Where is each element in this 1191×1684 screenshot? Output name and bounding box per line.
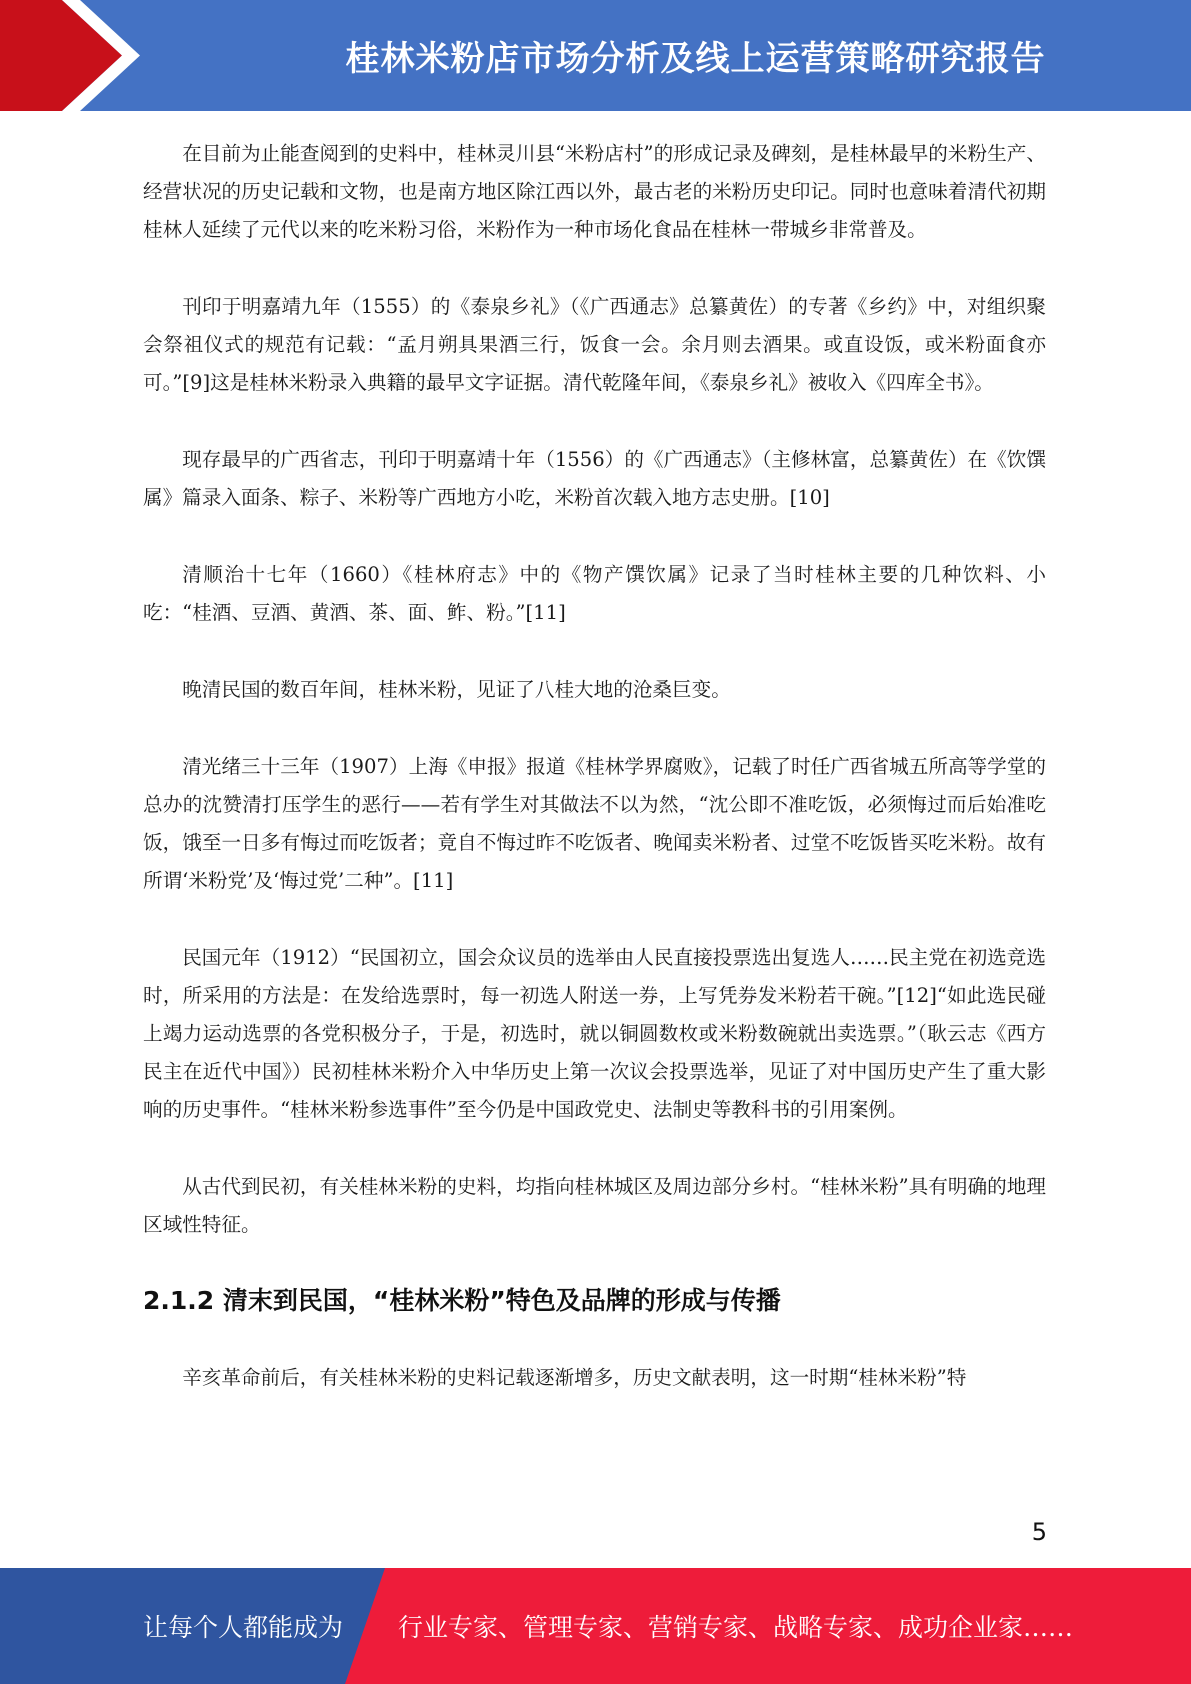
report-title: 桂林米粉店市场分析及线上运营策略研究报告 [345,39,1046,79]
page-footer [0,1568,1191,1684]
document-body [143,135,1046,1436]
paragraph: 晚清民国的数百年间，桂林米粉，见证了八桂大地的沧桑巨变。 [182,678,731,701]
paragraph: 从古代到民初，有关桂林米粉的史料，均指向桂林城区及周边部分乡村。“桂林米粉”具有明确的地理区域性特征。 [143,1175,1046,1236]
paragraph: 辛亥革命前后，有关桂林米粉的史料记载逐渐增多，历史文献表明，这一时期“桂林米粉”特 [182,1366,967,1389]
paragraph: 民国元年（1912）“民国初立，国会众议员的选举由人民直接投票选出复选人……民主党在初选竞选时，所采用的方法是：在发给选票时，每一初选人附送一券，上写凭券发米粉若干碗。”[12]“如此选民碰上竭力运动选票的各党积极分子，于是，初选时，就以铜圆数枚或米粉数碗就出卖选票。”（耿云志《西方民主在近代中国》）民初桂林米粉介入中华历史上第一次议会投票选举，见证了对中国历史产生了重大影响的历史事件。“桂林米粉参选事件”至今仍是中国政党史、法制史等教科书的引用案例。 [143,946,1046,1121]
paragraph: 清光绪三十三年（1907）上海《申报》报道《桂林学界腐败》，记载了时任广西省城五所高等学堂的总办的沈赞清打压学生的恶行——若有学生对其做法不以为然，“沈公即不准吃饭，必须悔过而后始准吃饭，饿至一日多有悔过而吃饭者；竟自不悔过昨不吃饭者、晚闻卖米粉者、过堂不吃饭皆买吃米粉。故有所谓‘米粉党’及‘悔过党’二种”。[11] [143,755,1046,892]
footer-slogan-right: 行业专家、管理专家、营销专家、战略专家、成功企业家…… [398,1613,1074,1642]
header-chevron-decoration [0,0,170,111]
paragraph: 清顺治十七年（1660）《桂林府志》中的《物产馔饮属》记录了当时桂林主要的几种饮料、小吃：“桂酒、豆酒、黄酒、茶、面、鲊、粉。”[11] [143,563,1046,624]
page-number: 5 [1031,1518,1047,1546]
paragraph: 现存最早的广西省志，刊印于明嘉靖十年（1556）的《广西通志》（主修林富，总纂黄佐）在《饮馔属》篇录入面条、粽子、米粉等广西地方小吃，米粉首次载入地方志史册。[10] [143,448,1046,509]
footer-slogan-left: 让每个人都能成为 [143,1613,344,1642]
paragraph: 在目前为止能查阅到的史料中，桂林灵川县“米粉店村”的形成记录及碑刻，是桂林最早的米粉生产、经营状况的历史记载和文物，也是南方地区除江西以外，最古老的米粉历史印记。同时也意味着清代初期桂林人延续了元代以来的吃米粉习俗，米粉作为一种市场化食品在桂林一带城乡非常普及。 [143,142,1046,241]
page-header [0,0,1191,111]
section-heading: 2.1.2 清末到民国，“桂林米粉”特色及品牌的形成与传播 [143,1286,781,1315]
paragraph: 刊印于明嘉靖九年（1555）的《泰泉乡礼》（《广西通志》总纂黄佐）的专著《乡约》中，对组织聚会祭祖仪式的规范有记载：“孟月朔具果酒三行，饭食一会。余月则去酒果。或直设饭，或米粉面食亦可。”[9]这是桂林米粉录入典籍的最早文字证据。清代乾隆年间，《泰泉乡礼》被收入《四库全书》。 [143,295,1046,394]
